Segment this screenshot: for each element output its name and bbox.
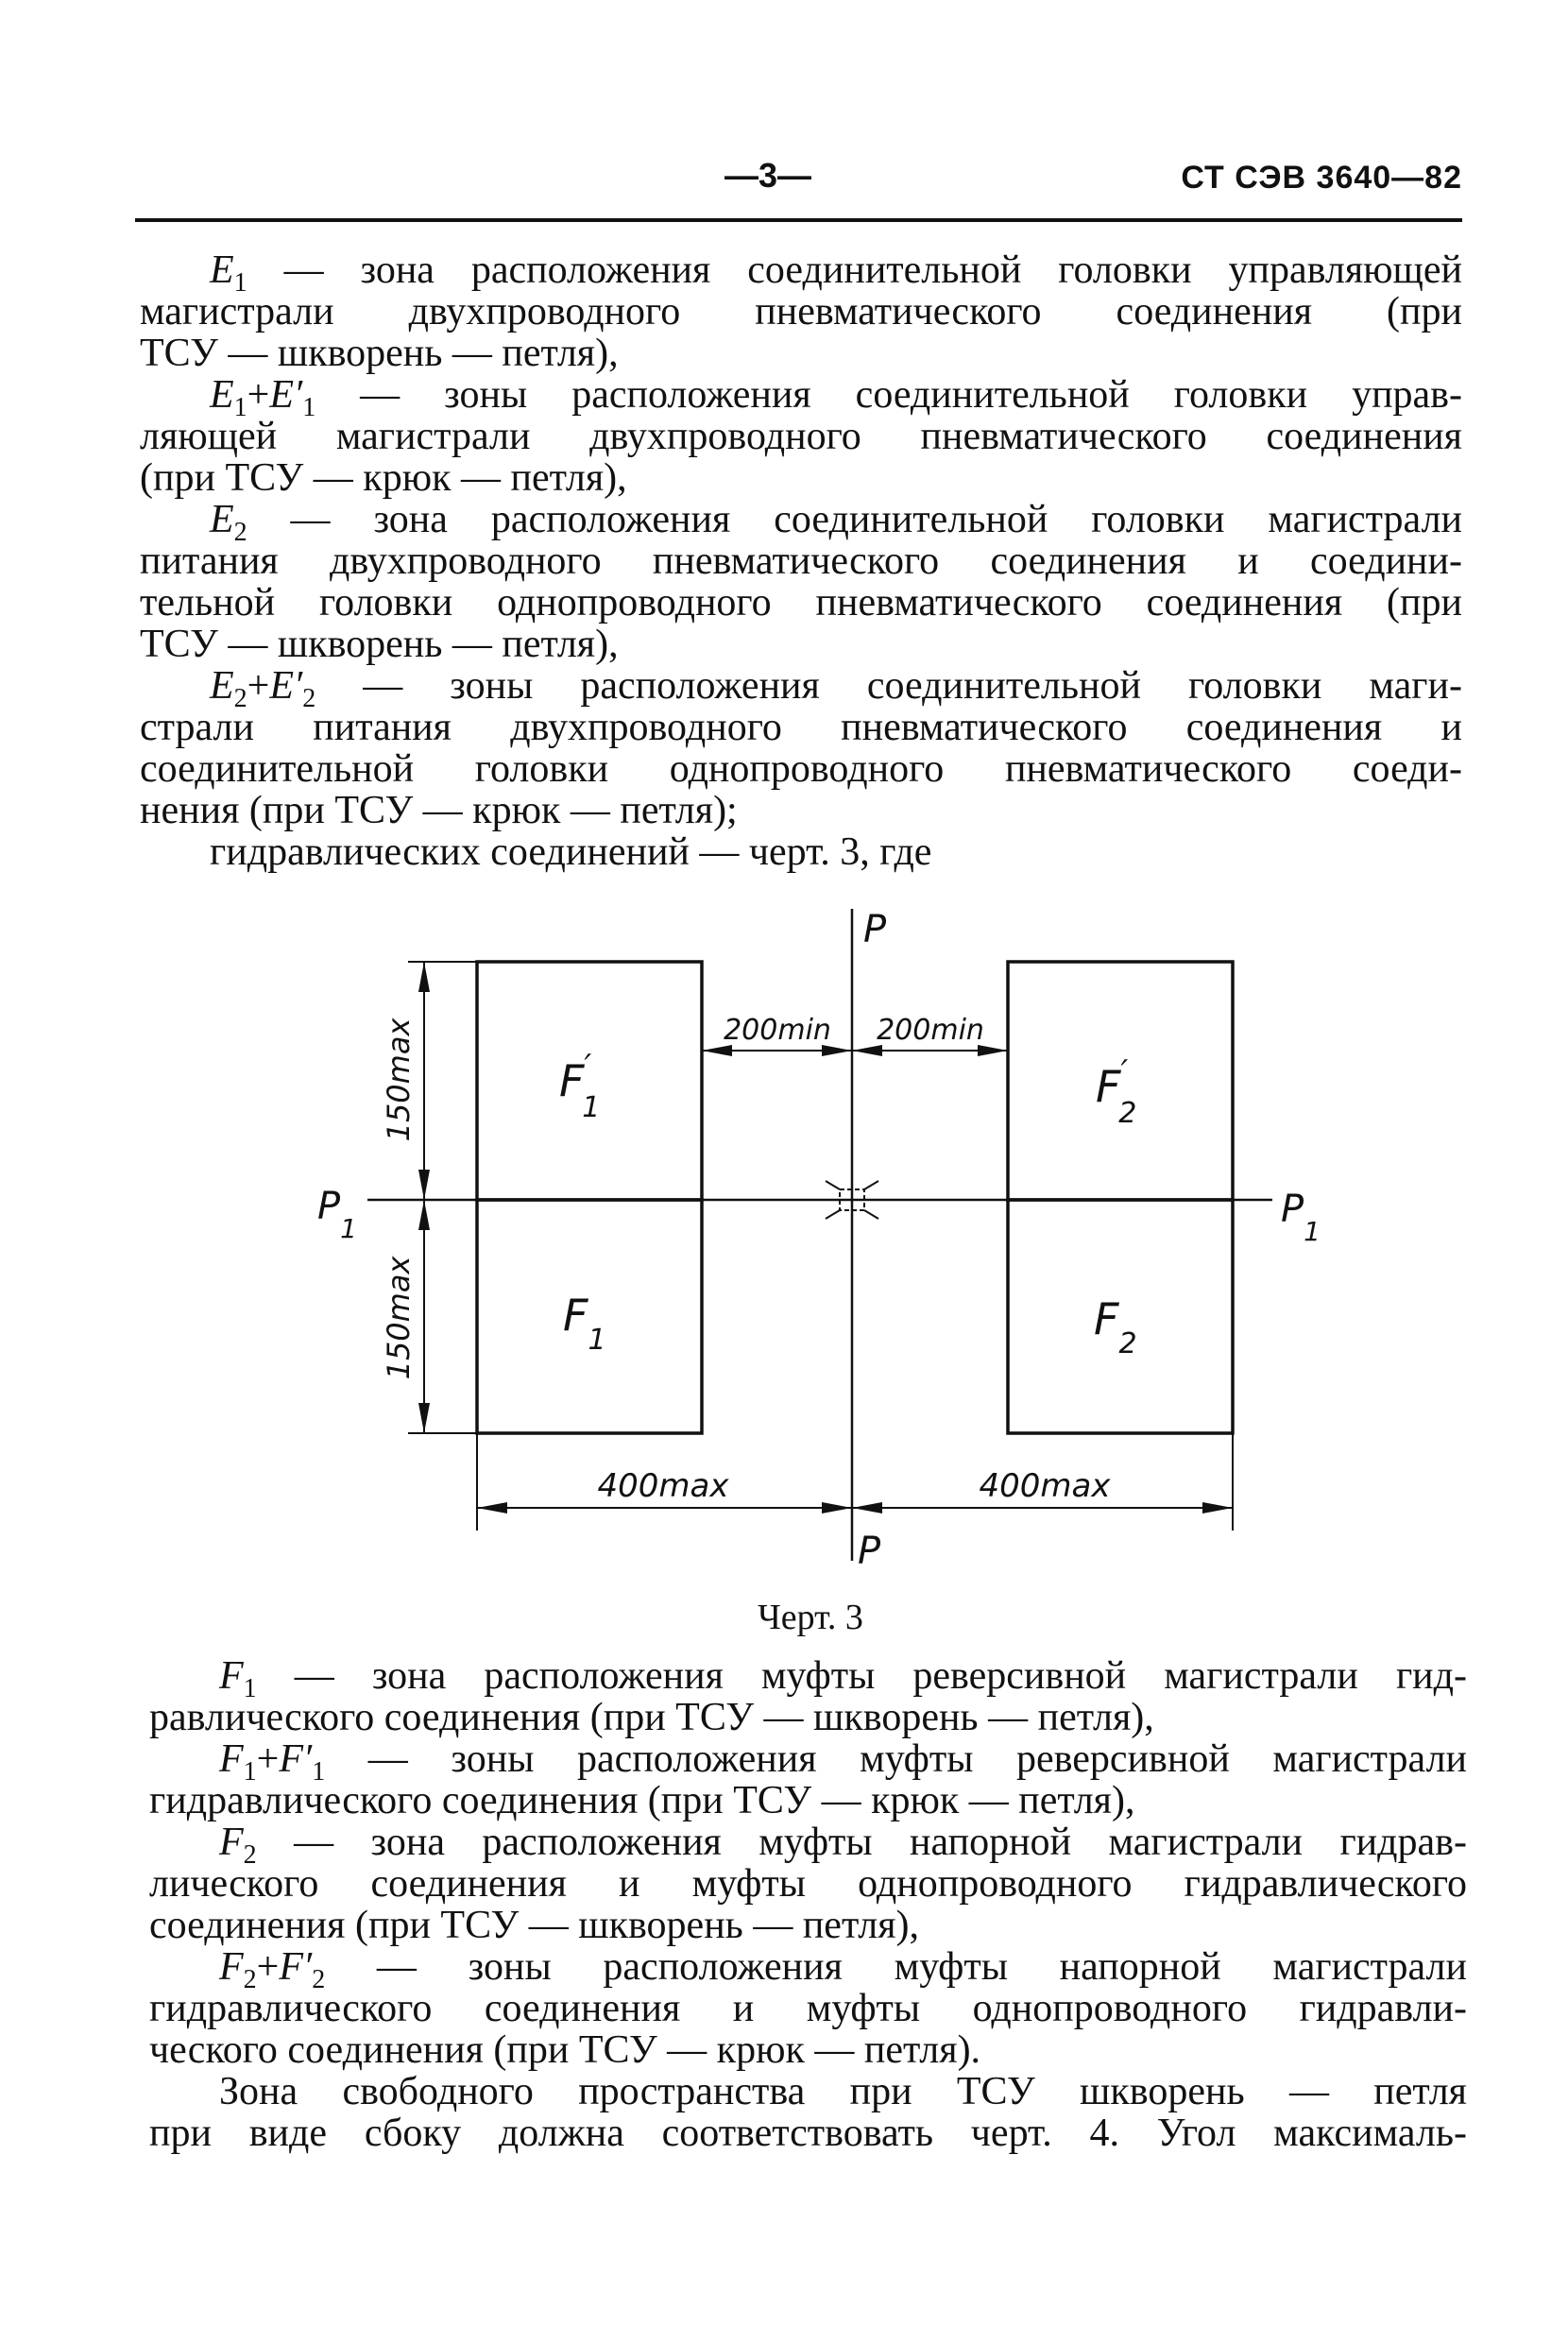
centre-mark-tick <box>864 1210 878 1219</box>
zone-label-f1 <box>563 1290 606 1357</box>
text-run: — зоны расположения соединительной головки маги- <box>315 664 1462 708</box>
text-run: — зона расположения муфты напорной магистрали гидрав- <box>256 1821 1467 1864</box>
text-block-zones-pneumatic <box>140 249 1462 873</box>
zone-symbol: F′ <box>279 1737 313 1781</box>
text-line <box>140 333 1462 374</box>
zone-label-main: F <box>563 1290 588 1341</box>
text-run: соединения (при ТСУ — шкворень — петля), <box>149 1904 920 1947</box>
zone-label-main: F <box>1096 1061 1121 1112</box>
text-run: — зона расположения соединительной головки управляющей <box>247 248 1462 292</box>
zone-symbol: E′ <box>269 373 303 417</box>
zone-box-f1 <box>477 1200 702 1433</box>
text-line <box>140 790 1462 831</box>
arrowhead <box>418 1170 430 1200</box>
text-line <box>140 664 1462 713</box>
text-run: гидравлического соединения и муфты однопроводного гидравли- <box>149 1987 1467 2030</box>
text-line <box>149 2112 1467 2154</box>
dim-label-height-upper: 150max <box>381 1018 417 1142</box>
axis-label-p-top: P <box>863 908 887 951</box>
text-run: гидравлических соединений — черт. 3, где <box>210 830 932 874</box>
arrowhead <box>1202 1502 1233 1514</box>
text-run: + <box>256 1945 280 1989</box>
zone-box-f2 <box>1008 1200 1233 1433</box>
zone-symbol: E <box>210 248 234 292</box>
text-line <box>140 416 1462 457</box>
centre-mark-tick <box>864 1181 878 1189</box>
subscript-index: 1 <box>312 1757 326 1787</box>
zone-symbol: F <box>219 1821 244 1864</box>
text-line <box>149 1863 1467 1905</box>
text-run: — зона расположения муфты реверсивной магистрали гид- <box>256 1654 1467 1698</box>
axis-label-p1-right <box>1281 1188 1321 1247</box>
text-line <box>149 2071 1467 2112</box>
text-run: — зоны расположения муфты напорной магистрали <box>325 1945 1467 1989</box>
text-run: питания двухпроводного пневматического соединения и соедини- <box>140 539 1462 583</box>
zone-symbol: F′ <box>279 1945 313 1989</box>
subscript-index: 2 <box>312 1965 326 1994</box>
text-run: (при ТСУ — крюк — петля), <box>140 456 627 500</box>
text-line <box>140 748 1462 790</box>
zone-symbol: F <box>219 1654 244 1698</box>
axis-label-subscript: 1 <box>1304 1216 1321 1247</box>
dim-label-height-lower: 150max <box>381 1256 417 1380</box>
text-line <box>140 457 1462 499</box>
subscript-index: 2 <box>243 1965 257 1994</box>
axis-label-main: P <box>317 1185 341 1228</box>
standard-designation: СТ СЭВ 3640—82 <box>1181 160 1462 196</box>
text-line <box>149 2029 1467 2071</box>
text-line <box>140 373 1462 422</box>
zone-label-f2-prime <box>1096 1053 1136 1130</box>
text-run: ТСУ — шкворень — петля), <box>140 623 619 666</box>
zone-symbol: E <box>210 373 234 417</box>
text-line <box>149 1821 1467 1870</box>
text-run: лического соединения и муфты однопроводного гидравлического <box>149 1862 1467 1906</box>
centre-mark-tick <box>826 1181 840 1189</box>
axis-label-p1-left <box>317 1185 357 1244</box>
arrowhead <box>822 1502 852 1514</box>
subscript-index: 1 <box>243 1674 257 1703</box>
zone-label-main: F <box>559 1055 585 1106</box>
axis-label-main: P <box>1281 1188 1304 1231</box>
text-run: Зона свободного пространства при ТСУ шкворень — петля <box>219 2070 1467 2113</box>
subscript-index: 1 <box>233 268 247 298</box>
centre-mark-tick <box>826 1210 840 1219</box>
subscript-index: 1 <box>302 393 316 422</box>
subscript-index: 2 <box>233 684 247 713</box>
subscript-index: 2 <box>302 684 316 713</box>
dim-label-gap-left: 200min <box>724 1014 831 1047</box>
text-run: ТСУ — шкворень — петля), <box>140 332 619 375</box>
header-rule <box>135 218 1462 222</box>
text-block-zones-hydraulic <box>149 1655 1467 2154</box>
text-line <box>140 831 1462 873</box>
zone-symbol: E <box>210 498 234 541</box>
figure-3-drawing <box>0 888 1568 1587</box>
text-run: тельной головки однопроводного пневматического соединения (при <box>140 581 1462 624</box>
text-line <box>149 1905 1467 1946</box>
text-line <box>140 498 1462 547</box>
text-line <box>140 707 1462 748</box>
zone-symbol: E′ <box>269 664 303 708</box>
zone-symbol: F <box>219 1945 244 1989</box>
zone-label-f1-prime <box>559 1048 600 1124</box>
text-line <box>140 540 1462 582</box>
zone-symbol: E <box>210 664 234 708</box>
text-run: ляющей магистрали двухпроводного пневматического соединения <box>140 415 1462 458</box>
text-run: страли питания двухпроводного пневматического соединения и <box>140 706 1462 749</box>
zone-label-prime: ′ <box>584 1048 592 1086</box>
subscript-index: 2 <box>243 1840 257 1870</box>
arrowhead <box>418 962 430 992</box>
zone-symbol: F <box>219 1737 244 1781</box>
text-run: — зона расположения соединительной головки магистрали <box>247 498 1462 541</box>
text-run: соединительной головки однопроводного пневматического соеди- <box>140 747 1462 791</box>
zone-label-prime: ′ <box>1120 1053 1129 1091</box>
text-line <box>149 1697 1467 1738</box>
axis-label-p-bottom: P <box>858 1530 881 1573</box>
text-run: + <box>247 373 270 417</box>
text-run: магистрали двухпроводного пневматического соединения (при <box>140 290 1462 333</box>
text-line <box>149 1780 1467 1821</box>
zone-label-subscript: 1 <box>588 1324 606 1357</box>
text-line <box>149 1654 1467 1703</box>
text-run: — зоны расположения муфты реверсивной магистрали <box>325 1737 1467 1781</box>
subscript-index: 2 <box>233 518 247 547</box>
text-line <box>140 624 1462 665</box>
zone-label-subscript: 2 <box>1118 1097 1137 1130</box>
text-run: нения (при ТСУ — крюк — петля); <box>140 789 738 832</box>
text-run: равлического соединения (при ТСУ — шкворень — петля), <box>149 1696 1154 1739</box>
arrowhead <box>477 1502 507 1514</box>
dim-label-width-left: 400max <box>597 1467 729 1505</box>
dim-label-gap-right: 200min <box>877 1014 984 1047</box>
text-run: — зоны расположения соединительной головки управ- <box>315 373 1462 417</box>
text-line <box>140 291 1462 333</box>
figure-caption: Черт. 3 <box>758 1598 863 1637</box>
text-run: + <box>247 664 270 708</box>
arrowhead <box>418 1403 430 1433</box>
zone-label-subscript: 2 <box>1118 1327 1137 1360</box>
text-line <box>149 1737 1467 1787</box>
text-line <box>140 582 1462 624</box>
dim-label-width-right: 400max <box>979 1467 1111 1505</box>
text-run: + <box>256 1737 280 1781</box>
text-line <box>140 248 1462 298</box>
subscript-index: 1 <box>243 1757 257 1787</box>
axis-label-subscript: 1 <box>340 1213 357 1244</box>
zone-label-main: F <box>1094 1293 1119 1344</box>
zone-label-subscript: 1 <box>582 1091 601 1124</box>
zone-label-f2 <box>1094 1293 1137 1360</box>
text-run: гидравлического соединения (при ТСУ — крюк — петля), <box>149 1779 1135 1822</box>
text-line <box>149 1988 1467 2029</box>
text-line <box>149 1945 1467 1994</box>
arrowhead <box>418 1200 430 1230</box>
arrowhead <box>852 1502 882 1514</box>
page-number: —3— <box>724 156 812 195</box>
text-run: ческого соединения (при ТСУ — крюк — петля). <box>149 2028 981 2072</box>
subscript-index: 1 <box>233 393 247 422</box>
text-run: при виде сбоку должна соответствовать черт. 4. Угол максималь- <box>149 2112 1467 2155</box>
